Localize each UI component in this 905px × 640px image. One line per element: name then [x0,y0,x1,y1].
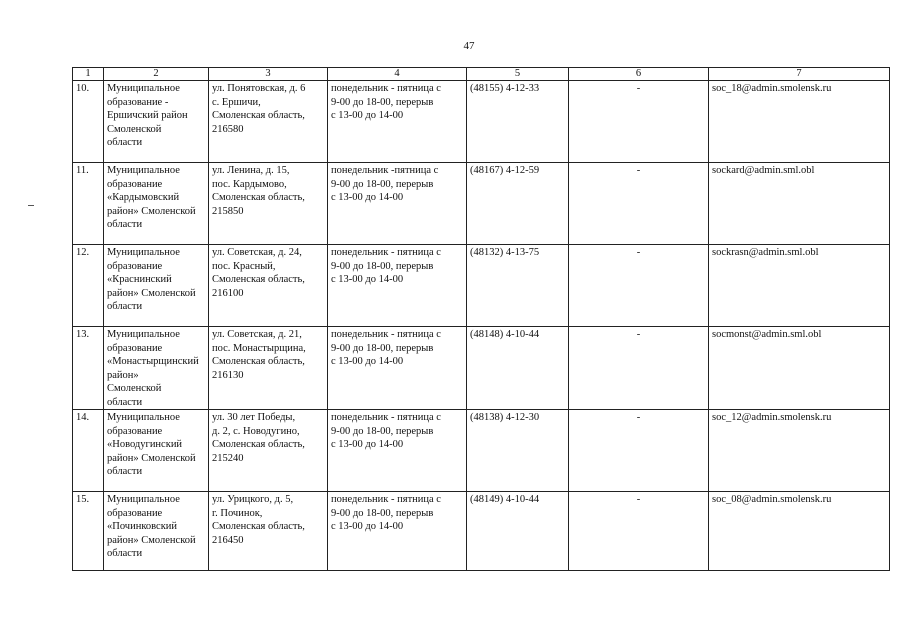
address: ул. Понятовская, д. 6 с. Ершичи, Смоленская область, 216580 [209,81,328,163]
row-number: 14. [73,410,104,492]
table-row [73,245,890,327]
working-hours: понедельник - пятница с 9-00 до 18-00, перерыв с 13-00 до 14-00 [328,492,467,571]
address: ул. Советская, д. 21, пос. Монастырщина, Смоленская область, 216130 [209,327,328,410]
municipality-name: Муниципальное образование «Починковский район» Смоленской области [104,492,209,571]
header-cell-4: 4 [328,68,467,81]
address: ул. Урицкого, д. 5, г. Починок, Смоленская область, 216450 [209,492,328,571]
phone: (48132) 4-13-75 [467,245,569,327]
institutions-table [72,67,890,571]
table-row [73,163,890,245]
column-6-value: - [569,245,709,327]
table-row [73,410,890,492]
phone: (48148) 4-10-44 [467,327,569,410]
email: soc_12@admin.smolensk.ru [709,410,890,492]
header-cell-2: 2 [104,68,209,81]
address: ул. Ленина, д. 15, пос. Кардымово, Смоленская область, 215850 [209,163,328,245]
column-6-value: - [569,163,709,245]
email: soc_08@admin.smolensk.ru [709,492,890,571]
working-hours: понедельник - пятница с 9-00 до 18-00, перерыв с 13-00 до 14-00 [328,327,467,410]
column-6-value: - [569,327,709,410]
working-hours: понедельник - пятница с 9-00 до 18-00, перерыв с 13-00 до 14-00 [328,81,467,163]
header-row [73,68,890,81]
table-row [73,327,890,410]
phone: (48138) 4-12-30 [467,410,569,492]
row-number: 15. [73,492,104,571]
row-number: 13. [73,327,104,410]
municipality-name: Муниципальное образование «Краснинский район» Смоленской области [104,245,209,327]
working-hours: понедельник - пятница с 9-00 до 18-00, перерыв с 13-00 до 14-00 [328,410,467,492]
row-number: 12. [73,245,104,327]
table-row [73,492,890,571]
email: soc_18@admin.smolensk.ru [709,81,890,163]
header-cell-5: 5 [467,68,569,81]
address: ул. Советская, д. 24, пос. Красный, Смоленская область, 216100 [209,245,328,327]
working-hours: понедельник -пятница с 9-00 до 18-00, перерыв с 13-00 до 14-00 [328,163,467,245]
municipality-name: Муниципальное образование «Кардымовский район» Смоленской области [104,163,209,245]
working-hours: понедельник - пятница с 9-00 до 18-00, перерыв с 13-00 до 14-00 [328,245,467,327]
column-6-value: - [569,410,709,492]
column-6-value: - [569,81,709,163]
municipality-name: Муниципальное образование - Ершичский район Смоленской области [104,81,209,163]
municipality-name: Муниципальное образование «Новодугинский район» Смоленской области [104,410,209,492]
municipality-name: Муниципальное образование «Монастырщинский район» Смоленской области [104,327,209,410]
phone: (48149) 4-10-44 [467,492,569,571]
email: sockrasn@admin.sml.obl [709,245,890,327]
header-cell-3: 3 [209,68,328,81]
column-6-value: - [569,492,709,571]
row-number: 10. [73,81,104,163]
email: sockard@admin.sml.obl [709,163,890,245]
table-row [73,81,890,163]
phone: (48167) 4-12-59 [467,163,569,245]
phone: (48155) 4-12-33 [467,81,569,163]
page-number: 47 [463,40,475,52]
email: socmonst@admin.sml.obl [709,327,890,410]
header-cell-7: 7 [709,68,890,81]
header-cell-6: 6 [569,68,709,81]
row-number: 11. [73,163,104,245]
header-cell-1: 1 [73,68,104,81]
margin-mark [28,205,34,206]
address: ул. 30 лет Победы, д. 2, с. Новодугино, Смоленская область, 215240 [209,410,328,492]
